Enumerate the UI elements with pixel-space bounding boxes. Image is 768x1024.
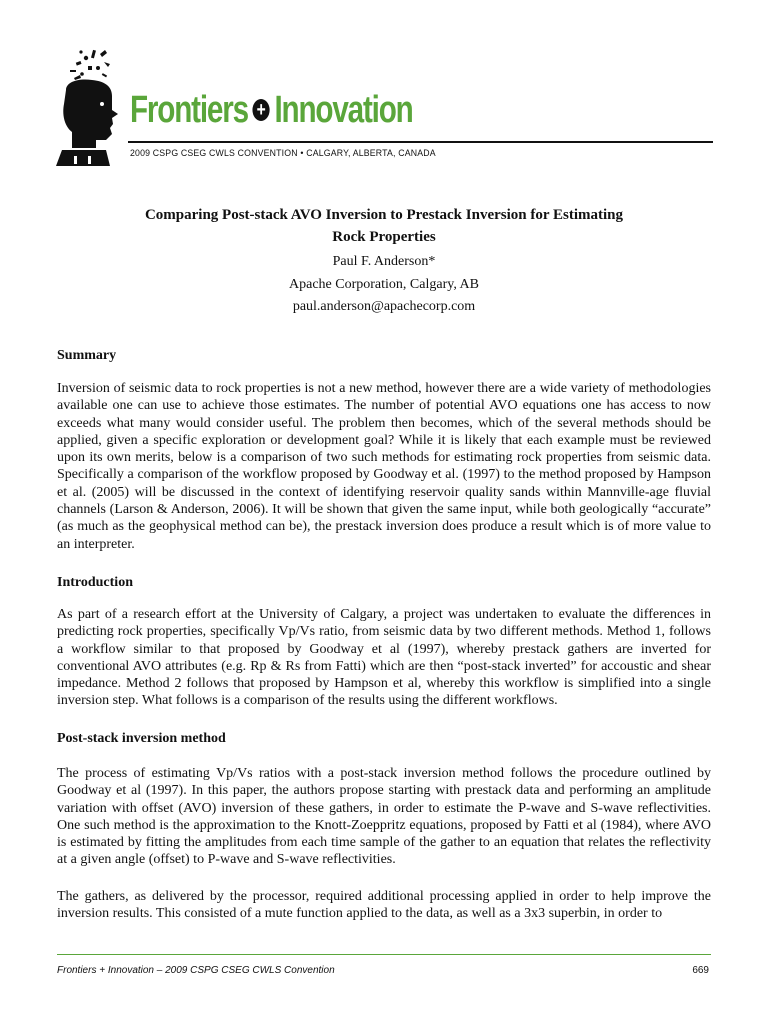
introduction-heading: Introduction bbox=[57, 575, 133, 590]
logo-title-left: Frontiers bbox=[130, 89, 248, 131]
paper-title-line-2: Rock Properties bbox=[332, 229, 436, 245]
paper-title-line-1: Comparing Post-stack AVO Inversion to Prestack Inversion for Estimating bbox=[144, 207, 624, 223]
poststack-paragraph-2: The gathers, as delivered by the processor, required additional processing applied in order to help improve the inversion results. This consisted of a mute function applied to the data, as well as a 3x3 superbin, in order to bbox=[57, 889, 711, 922]
author-email: paul.anderson@apachecorp.com bbox=[292, 299, 476, 314]
convention-logo-head-icon bbox=[52, 44, 130, 166]
paper-title bbox=[60, 204, 708, 248]
summary-paragraph: Inversion of seismic data to rock properties is not a new method, however there are a wide variety of methodologies available one can use to achieve those estimates. The number of potential AVO equations one has access to now exceeds what many would consider useful. The problem then becomes, which of the several methods should be applied, given a specific exploration or development goal? While it is likely that each example must be reviewed upon its own merits, below is a comparison of two such methods for estimating rock properties from seismic data. Specifically a comparison of the workflow proposed by Goodway et al. (1997) to the method proposed by Hampson et al. (2005) will be discussed in the context of identifying reservoir quality sands within Mannville-age fluvial channels (Larson & Anderson, 2006). It will be shown that given the same input, while both geologically “accurate” (as much as the geophysical method can be), the prestack inversion does produce a result which is of more value to an interpreter. bbox=[57, 381, 711, 552]
convention-logo-title bbox=[130, 86, 413, 134]
poststack-heading: Post-stack inversion method bbox=[57, 731, 226, 746]
header-divider bbox=[128, 141, 713, 143]
page-number: 669 bbox=[692, 965, 709, 976]
footer-convention-name: Frontiers + Innovation – 2009 CSPG CSEG CWLS Convention bbox=[57, 965, 335, 976]
logo-plus-icon: + bbox=[253, 99, 270, 121]
poststack-paragraph-1: The process of estimating Vp/Vs ratios with a post-stack inversion method follows the procedure outlined by Goodway et al (1997). In this paper, the authors propose starting with prestack data and performing an amplitude variation with offset (AVO) inversion of these gathers, in order to estimate the P-wave and S-wave reflectivities. One such method is the approximation to the Knott-Zoeppritz equations, proposed by Fatti et al (1984), where AVO is estimated by fitting the amplitudes from each time sample of the gather to an equation that relates the reflectivity at a given angle (offset) to P-wave and S-wave reflectivities. bbox=[57, 766, 711, 868]
author-block bbox=[60, 251, 708, 319]
introduction-paragraph: As part of a research effort at the University of Calgary, a project was undertaken to evaluate the differences in predicting rock properties, specifically Vp/Vs ratio, from seismic data by two different methods. Method 1, follows a workflow similar to that proposed by Goodway et al (1997), whereby prestack gathers are inverted for conventional AVO attributes (e.g. Rp & Rs from Fatti) which are then “post-stack inverted” for accoustic and shear impedance. Method 2 follows that proposed by Hampson et al, whereby this workflow is simplified into a single inversion step. What follows is a comparison of the results using the different workflows. bbox=[57, 607, 711, 709]
footer-divider bbox=[57, 954, 711, 955]
convention-subtitle: 2009 CSPG CSEG CWLS CONVENTION • CALGARY, ALBERTA, CANADA bbox=[130, 148, 436, 159]
author-name: Paul F. Anderson* bbox=[332, 254, 436, 269]
logo-title-right: Innovation bbox=[274, 89, 413, 131]
summary-heading: Summary bbox=[57, 348, 117, 363]
author-affiliation: Apache Corporation, Calgary, AB bbox=[289, 276, 479, 292]
